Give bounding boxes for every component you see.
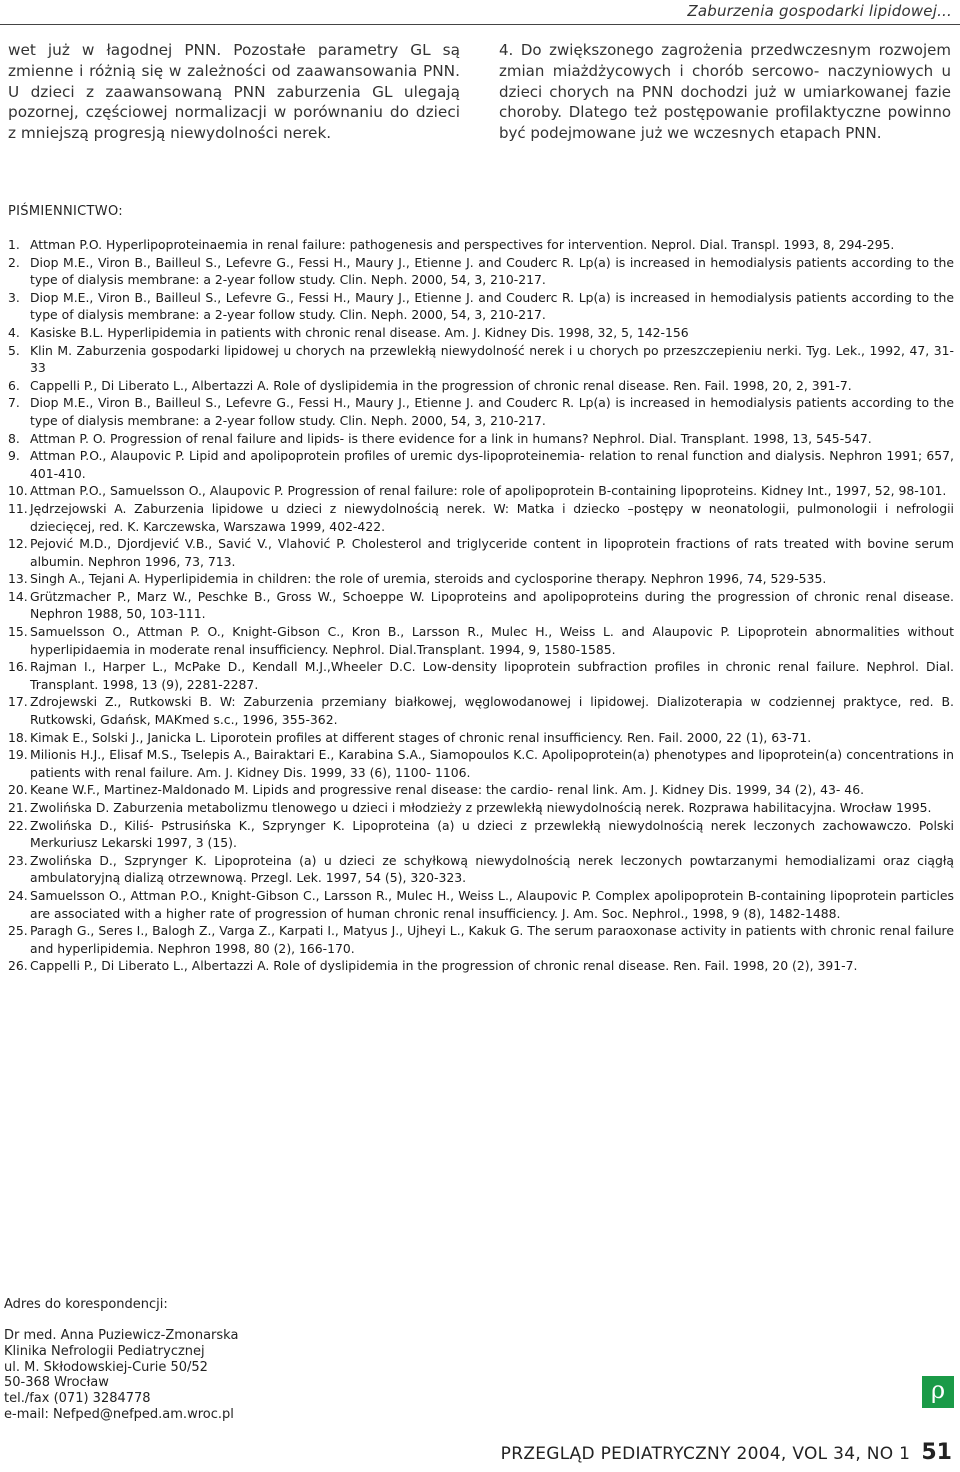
- reference-text: Zwolińska D., Szprynger K. Lipoproteina (a) u dzieci ze schyłkową niewydolnością nerek leczonych powtarzanymi hemodializami oraz ciągłą ambulatoryjną dializą otrzewnową. Przegl. Lek. 1997, 54 (5), 320-323.: [30, 852, 954, 886]
- reference-item: [8, 781, 954, 799]
- reference-item: [8, 289, 954, 324]
- reference-text: Diop M.E., Viron B., Bailleul S., Lefevre G., Fessi H., Maury J., Etienne J. and Couderc R. Lp(a) is increased in hemodialysis patients according to the type of dialysis membrane: a 2-year follow study. Clin. Neph. 2000, 54, 3, 210-217.: [30, 254, 954, 288]
- reference-number: 21.: [8, 800, 28, 815]
- correspondence-address: [4, 1328, 238, 1423]
- reference-item: [8, 535, 954, 570]
- reference-item: [8, 817, 954, 852]
- reference-number: 23.: [8, 852, 28, 868]
- reference-item: [8, 254, 954, 289]
- address-line: Klinika Nefrologii Pediatrycznej: [4, 1343, 205, 1359]
- reference-item: [8, 500, 954, 535]
- reference-item: [8, 658, 954, 693]
- reference-number: 18.: [8, 729, 28, 745]
- reference-text: Rajman I., Harper L., McPake D., Kendall M.J.,Wheeler D.C. Low-density lipoprotein subfraction profiles in chronic renal failure. Nephrol. Dial. Transplant. 1998, 13 (9), 2281-2287.: [30, 659, 954, 692]
- reference-item: [8, 482, 954, 500]
- reference-text: Cappelli P., Di Liberato L., Albertazzi A. Role of dyslipidemia in the progression of chronic renal disease. Ren. Fail. 1998, 20, 2, 391-7.: [30, 377, 852, 393]
- reference-number: 8.: [8, 430, 20, 446]
- address-line: 50-368 Wrocław: [4, 1375, 109, 1391]
- reference-text: Paragh G., Seres I., Balogh Z., Varga Z., Karpati I., Matyus J., Ujheyi L., Kakuk G. The serum paraoxonase activity in patients with chronic renal failure and hyperlipidemia. Nephron 1998, 80 (2), 166-170.: [30, 923, 954, 956]
- reference-text: Milionis H.J., Elisaf M.S., Tselepis A., Bairaktari E., Karabina S.A., Siamopoulos K.C. Apolipoprotein(a) phenotypes and lipoprotein(a) concentrations in patients with renal failure. Am. J. Kidney Dis. 1999, 33 (6), 1100- 1106.: [30, 747, 954, 780]
- reference-item: [8, 394, 954, 429]
- reference-text: Diop M.E., Viron B., Bailleul S., Lefevre G., Fessi H., Maury J., Etienne J. and Couderc R. Lp(a) is increased in hemodialysis patients according to the type of dialysis membrane: a 2-year follow study. Clin. Neph. 2000, 54, 3, 210-217.: [30, 289, 954, 323]
- reference-number: 17.: [8, 694, 28, 710]
- reference-number: 22.: [8, 817, 28, 833]
- reference-number: 16.: [8, 659, 28, 675]
- reference-number: 20.: [8, 782, 28, 798]
- page-footer: [501, 1440, 952, 1465]
- reference-item: [8, 447, 954, 482]
- reference-item: [8, 693, 954, 728]
- reference-number: 19.: [8, 747, 28, 763]
- reference-item: [8, 570, 954, 588]
- running-header: Zaburzenia gospodarki lipidowej...: [687, 2, 952, 20]
- reference-text: Cappelli P., Di Liberato L., Albertazzi A. Role of dyslipidemia in the progression of chronic renal disease. Ren. Fail. 1998, 20 (2), 391-7.: [30, 958, 858, 974]
- reference-number: 9.: [8, 448, 20, 464]
- reference-number: 24.: [8, 887, 28, 903]
- address-line: ul. M. Skłodowskiej-Curie 50/52: [4, 1359, 208, 1375]
- reference-item: [8, 588, 954, 623]
- reference-number: 10.: [8, 483, 28, 499]
- reference-number: 4.: [8, 324, 20, 340]
- reference-text: Diop M.E., Viron B., Bailleul S., Lefevre G., Fessi H., Maury J., Etienne J. and Couderc R. Lp(a) is increased in hemodialysis patients according to the type of dialysis membrane: a 2-year follow study. Clin. Neph. 2000, 54, 3, 210-217.: [30, 395, 954, 428]
- reference-item: [8, 729, 954, 747]
- page-number: 51: [921, 1440, 952, 1465]
- reference-item: [8, 324, 954, 342]
- reference-text: Singh A., Tejani A. Hyperlipidemia in children: the role of uremia, steroids and cyclosporine therapy. Nephron 1996, 74, 529-535.: [30, 571, 827, 587]
- reference-number: 12.: [8, 536, 28, 552]
- reference-text: Zdrojewski Z., Rutkowski B. W: Zaburzenia przemiany białkowej, węglowodanowej i lipidowej. Dializoterapia w codziennej praktyce, red. B. Rutkowski, Gdańsk, MAKmed s.c., 1996, 355-362.: [30, 694, 954, 728]
- reference-item: [8, 342, 954, 377]
- reference-text: Samuelsson O., Attman P. O., Knight-Gibson C., Kron B., Larsson R., Mulec H., Weiss L. and Alaupovic P. Lipoprotein abnormalities without hyperlipidaemia in moderate renal insufficiency. Nephrol. Dial.Transplant. 1994, 9, 1580-1585.: [30, 624, 954, 657]
- journal-logo-icon: ρ: [922, 1376, 954, 1408]
- reference-number: 15.: [8, 624, 28, 640]
- references-heading: PIŚMIENNICTWO:: [8, 204, 123, 219]
- reference-text: Grützmacher P., Marz W., Peschke B., Gross W., Schoeppe W. Lipoproteins and apolipoproteins during the progression of chronic renal disease. Nephron 1988, 50, 103-111.: [30, 588, 954, 622]
- reference-text: Attman P.O., Samuelsson O., Alaupovic P. Progression of renal failure: role of apolipoprotein B-containing lipoproteins. Kidney Int., 1997, 52, 98-101.: [30, 483, 947, 499]
- address-line: e-mail: Nefped@nefped.am.wroc.pl: [4, 1406, 234, 1422]
- reference-number: 26.: [8, 958, 28, 974]
- reference-item: [8, 430, 954, 448]
- reference-item: [8, 236, 954, 254]
- reference-item: [8, 623, 954, 658]
- reference-number: 1.: [8, 237, 20, 252]
- reference-number: 13.: [8, 571, 28, 587]
- journal-citation: PRZEGLĄD PEDIATRYCZNY 2004, VOL 34, NO 1: [500, 1444, 911, 1464]
- reference-text: Zwolińska D., Kiliś- Pstrusińska K., Szprynger K. Lipoproteina (a) u dzieci z przewlekłą niewydolnością nerek leczonych zachowawczo. Polski Merkuriusz Lekarski 1997, 3 (15).: [30, 817, 954, 851]
- reference-text: Zwolińska D. Zaburzenia metabolizmu tlenowego u dzieci i młodzieży z przewlekłą niewydolnością nerek. Rozprawa habilitacyjna. Wrocław 1995.: [30, 800, 932, 815]
- reference-item: [8, 957, 954, 975]
- reference-item: [8, 922, 954, 957]
- address-line: tel./fax (071) 3284778: [4, 1391, 151, 1407]
- reference-item: [8, 799, 954, 817]
- reference-text: Attman P.O., Alaupovic P. Lipid and apolipoprotein profiles of uremic dys-lipoproteinemia- relation to renal function and dialysis. Nephron 1991; 657, 401-410.: [30, 448, 954, 481]
- address-label: Adres do korespondencji:: [4, 1297, 168, 1312]
- reference-number: 11.: [8, 500, 28, 516]
- reference-text: Samuelsson O., Attman P.O., Knight-Gibson C., Larsson R., Mulec H., Weiss L., Alaupovic P. Complex apolipoprotein B-containing lipoprotein particles are associated with a higher rate of progression of human chronic renal insufficiency. J. Am. Soc. Nephrol., 1998, 9 (8), 1482-1488.: [30, 887, 954, 921]
- address-line: Dr med. Anna Puziewicz-Zmonarska: [4, 1328, 239, 1343]
- reference-item: [8, 377, 954, 395]
- reference-text: Attman P.O. Hyperlipoproteinaemia in renal failure: pathogenesis and perspectives for intervention. Neprol. Dial. Transpl. 1993, 8, 294-295.: [30, 237, 895, 252]
- reference-text: Kimak E., Solski J., Janicka L. Liporotein profiles at different stages of chronic renal insufficiency. Ren. Fail. 2000, 22 (1), 63-71.: [30, 729, 812, 745]
- reference-text: Pejović M.D., Djordjević V.B., Savić V., Vlahović P. Cholesterol and triglyceride content in lipoprotein fractions of rats treated with bovine serum albumin. Nephron 1996, 73, 713.: [30, 536, 954, 569]
- reference-text: Klin M. Zaburzenia gospodarki lipidowej u chorych na przewlekłą niewydolność nerek i u chorych po przeszczepieniu nerki. Tyg. Lek., 1992, 47, 31-33: [30, 342, 954, 376]
- reference-number: 3.: [8, 289, 20, 305]
- header-divider: [0, 24, 960, 25]
- left-column-text: wet już w łagodnej PNN. Pozostałe parametry GL są zmienne i różnią się w zależności od zaawansowania PNN. U dzieci z zaawansowaną PNN zaburzenia GL ulegają pozornej, częściowej normalizacji w porównaniu do dzieci z mniejszą progresją niewydolności nerek.: [8, 41, 460, 143]
- reference-number: 7.: [8, 395, 20, 411]
- references-list: [8, 236, 954, 975]
- reference-item: [8, 887, 954, 922]
- reference-number: 2.: [8, 254, 20, 270]
- reference-number: 6.: [8, 377, 20, 393]
- reference-number: 5.: [8, 342, 20, 358]
- reference-number: 25.: [8, 923, 28, 939]
- reference-text: Kasiske B.L. Hyperlipidemia in patients with chronic renal disease. Am. J. Kidney Dis. 1998, 32, 5, 142-156: [30, 324, 689, 340]
- reference-text: Attman P. O. Progression of renal failure and lipids- is there evidence for a link in humans? Nephrol. Dial. Transplant. 1998, 13, 545-547.: [30, 430, 872, 446]
- reference-text: Keane W.F., Martinez-Maldonado M. Lipids and progressive renal disease: the cardio- renal link. Am. J. Kidney Dis. 1999, 34 (2), 43- 46.: [30, 782, 865, 798]
- reference-number: 14.: [8, 588, 28, 604]
- right-column-text: 4. Do zwiększonego zagrożenia przedwczesnym rozwojem zmian miażdżycowych i chorób sercowo- naczyniowych u dzieci chorych na PNN dochodzi już w umiarkowanej fazie choroby. Dlatego też postępowanie profilaktyczne powinno być podejmowane już we wczesnych etapach PNN.: [499, 41, 951, 143]
- reference-text: Jędrzejowski A. Zaburzenia lipidowe u dzieci z niewydolnością nerek. W: Matka i dziecko –postępy w neonatologii, pulmonologii i nefrologii dziecięcej, red. K. Karczewska, Warszawa 1999, 402-422.: [30, 500, 954, 534]
- reference-item: [8, 746, 954, 781]
- reference-item: [8, 852, 954, 887]
